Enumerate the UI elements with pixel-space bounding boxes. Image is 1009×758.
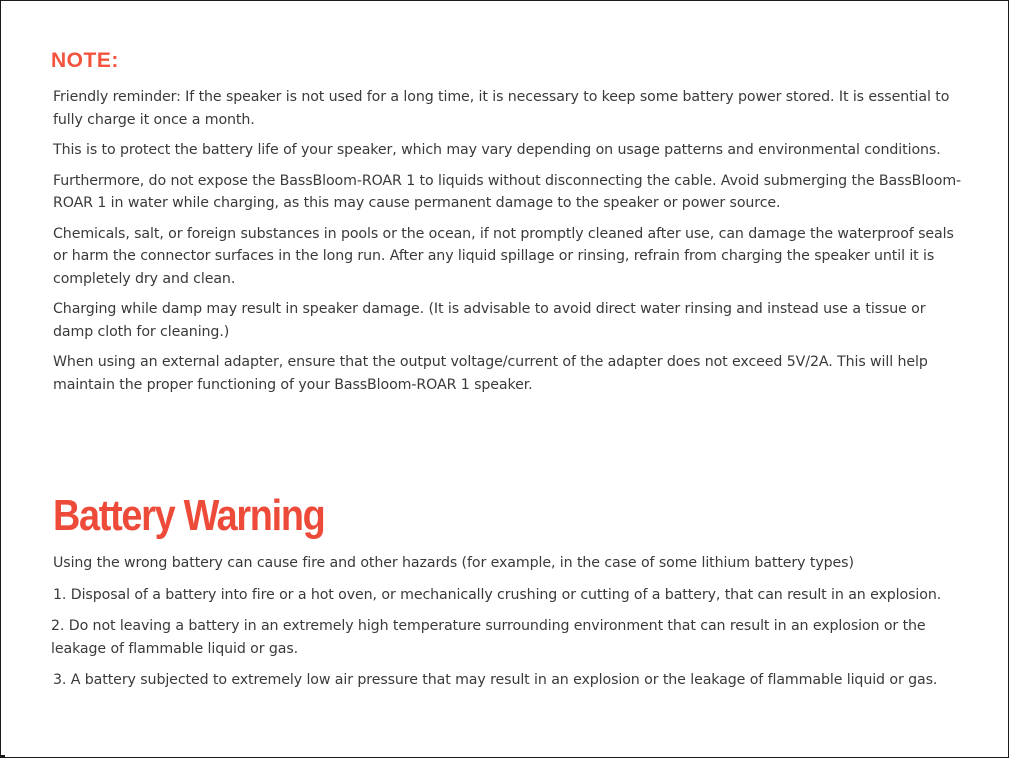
note-paragraph: Furthermore, do not expose the BassBloom-ROAR 1 to liquids without disconnecting the cable. Avoid submerging the BassBloom-ROAR 1 in water while charging, as this may cause permanent damage to the speaker or power source. [53,172,962,211]
warning-item-1: 1. Disposal of a battery into fire or a hot oven, or mechanically crushing or cutting of a battery, that can result in an explosion. [53,586,942,603]
warning-item-3: 3. A battery subjected to extremely low air pressure that may result in an explosion or the leakage of flammable liquid or gas. [53,672,938,688]
battery-warning-heading: Battery Warning [53,491,325,540]
note-paragraph: This is to protect the battery life of your speaker, which may vary depending on usage patterns and environmental conditions. [53,142,941,158]
warning-item-2: 2. Do not leaving a battery in an extremely high temperature surrounding environment that can result in an explosion or the leakage of flammable liquid or gas. [51,618,926,657]
note-paragraph: Charging while damp may result in speaker damage. (It is advisable to avoid direct water rinsing and instead use a tissue or damp cloth for cleaning.) [53,301,926,340]
note-heading: NOTE: [51,49,119,72]
battery-warning-section [53,552,973,701]
note-section [53,86,968,404]
note-paragraph: Friendly reminder: If the speaker is not used for a long time, it is necessary to keep some battery power stored. It is essential to fully charge it once a month. [53,89,950,128]
note-paragraph: Chemicals, salt, or foreign substances in pools or the ocean, if not promptly cleaned after use, can damage the waterproof seals or harm the connector surfaces in the long run. After any liquid spillage or rinsing, refrain from charging the speaker until it is completely dry and clean. [53,225,954,287]
page-corner-mark [1,755,5,757]
note-paragraph: When using an external adapter, ensure that the output voltage/current of the adapter does not exceed 5V/2A. This will help maintain the proper functioning of your BassBloom-ROAR 1 speaker. [53,354,928,393]
warning-intro: Using the wrong battery can cause fire and other hazards (for example, in the case of some lithium battery types) [53,555,854,571]
